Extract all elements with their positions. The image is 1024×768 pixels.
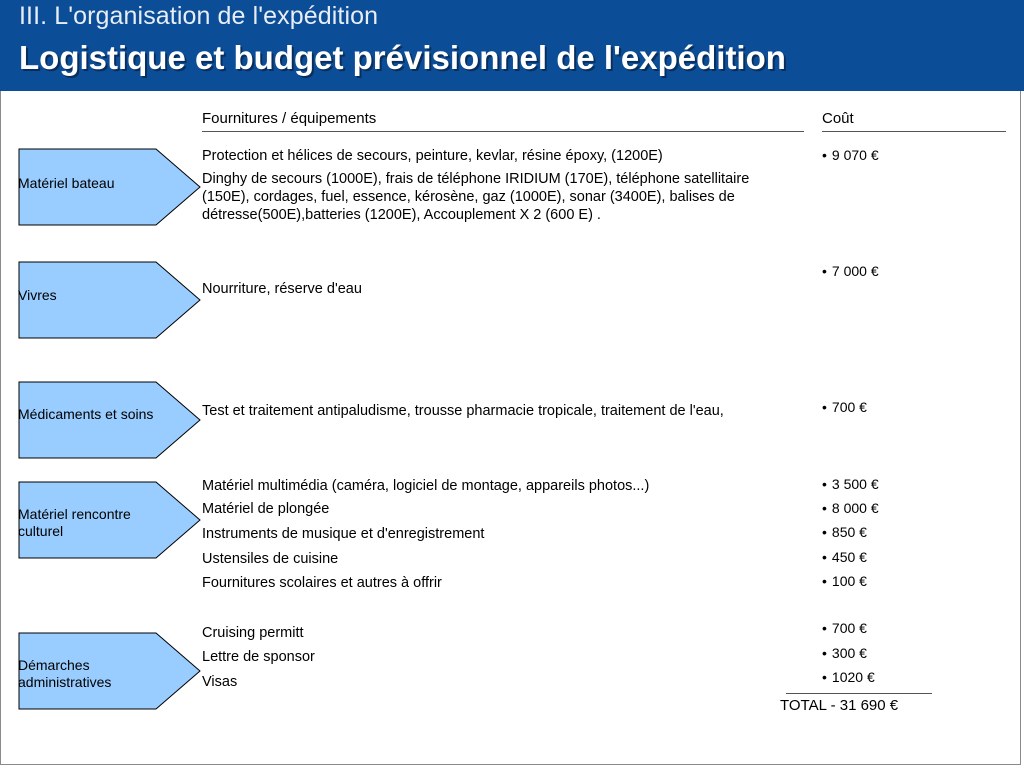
item-rencontre-4: Ustensiles de cuisine [202,551,339,567]
item-materiel-bateau-1: Protection et hélices de secours, peinture, kevlar, résine époxy, (1200E) [202,148,663,164]
cost-rencontre-2: • 8 000 € [822,500,879,516]
total-amount: TOTAL - 31 690 € [780,697,899,714]
cost-vivres: • 7 000 € [822,263,879,279]
column-rule-items [202,131,804,132]
category-label: Médicaments et soins [18,406,154,422]
category-label: Matériel rencontre culturel [18,506,131,539]
item-rencontre-2: Matériel de plongée [202,501,330,517]
item-materiel-bateau-2: Dinghy de secours (1000E), frais de téléphone IRIDIUM (170E), téléphone satellitaire (150E), cordages, fuel, essence, kérosène, gaz (1000E), sonar (3400E), balises de détresse(500E),batteries (1200E), Accouplement X 2 (600 E) . [202,171,750,223]
slide-title: Logistique et budget prévisionnel de l'expédition [19,39,786,76]
total-rule [786,693,932,694]
category-label: Démarches administratives [18,657,112,690]
category-arrow-vivres [18,261,201,338]
item-vivres-1: Nourriture, réserve d'eau [202,281,362,297]
item-medicaments-1: Test et traitement antipaludisme, trousse pharmacie tropicale, traitement de l'eau, [202,403,724,419]
column-header-cost: Coût [822,110,854,127]
category-arrow-materiel-bateau [18,148,201,225]
cost-medicaments: • 700 € [822,399,867,415]
category-arrow-demarches [18,632,201,709]
cost-demarches-1: • 700 € [822,620,867,636]
section-subtitle: III. L'organisation de l'expédition [19,2,379,30]
item-rencontre-1: Matériel multimédia (caméra, logiciel de montage, appareils photos...) [202,478,650,494]
category-label: Vivres [18,287,57,303]
cost-rencontre-3: • 850 € [822,524,867,540]
item-rencontre-3: Instruments de musique et d'enregistrement [202,526,485,542]
category-arrow-rencontre-culturel [18,481,201,558]
cost-rencontre-5: • 100 € [822,573,867,589]
cost-demarches-2: • 300 € [822,645,867,661]
cost-materiel-bateau: • 9 070 € [822,147,879,163]
item-demarches-3: Visas [202,674,238,690]
category-label: Matériel bateau [18,175,115,191]
column-rule-cost [822,131,1006,132]
slide-header [0,0,1024,91]
cost-rencontre-4: • 450 € [822,549,867,565]
cost-rencontre-1: • 3 500 € [822,476,879,492]
category-arrow-medicaments [18,381,201,458]
item-demarches-2: Lettre de sponsor [202,649,315,665]
item-demarches-1: Cruising permitt [202,625,304,641]
column-header-items: Fournitures / équipements [202,110,377,127]
item-rencontre-5: Fournitures scolaires et autres à offrir [202,575,442,591]
cost-demarches-3: • 1020 € [822,669,875,685]
